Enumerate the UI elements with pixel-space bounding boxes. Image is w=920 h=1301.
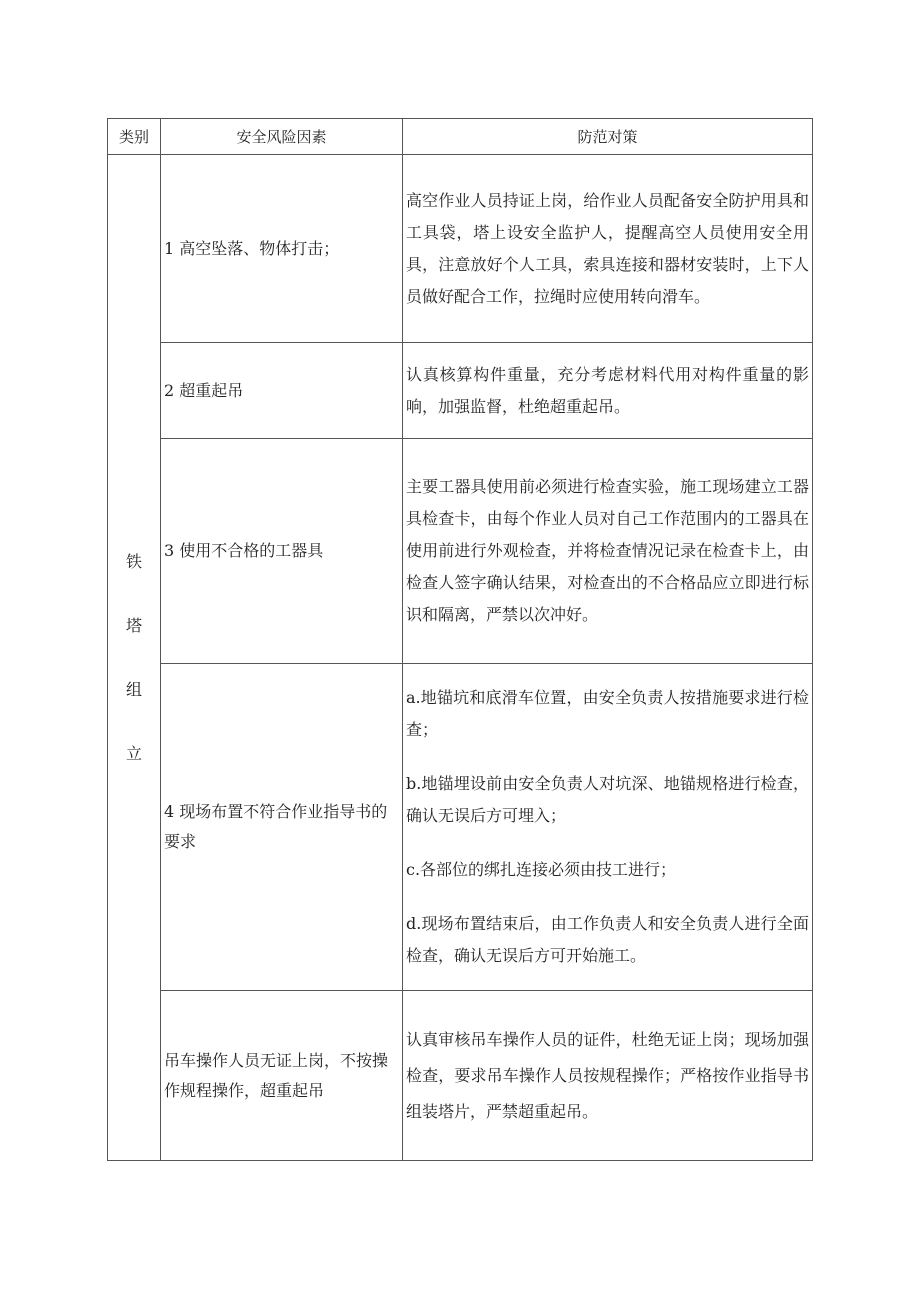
risk-factor-cell: 吊车操作人员无证上岗，不按操作规程操作，超重起吊 [161,991,403,1161]
measure-item: d.现场布置结束后，由工作负责人和安全负责人进行全面检查，确认无误后方可开始施工。 [406,914,809,965]
measure-text: 认真审核吊车操作人员的证件，杜绝无证上岗；现场加强检查，要求吊车操作人员按规程操作；严格按作业指导书组装塔片，严禁超重起吊。 [406,1029,809,1121]
category-char: 塔 [125,615,142,635]
category-char: 立 [125,743,142,763]
table-header-row [108,119,813,155]
risk-factor-cell: 2 超重起吊 [161,343,403,439]
risk-factor-cell: 1 高空坠落、物体打击； [161,155,403,343]
measures-cell [403,439,813,664]
table-row [108,991,813,1161]
header-category: 类别 [108,119,161,155]
category-cell [108,155,161,1161]
table-row [108,664,813,991]
measures-cell [403,155,813,343]
header-measures: 防范对策 [403,119,813,155]
header-risk-factor: 安全风险因素 [161,119,403,155]
category-char: 铁 [125,551,142,571]
table-row [108,343,813,439]
risk-factor-cell: 3 使用不合格的工器具 [161,439,403,664]
measure-text: 认真核算构件重量，充分考虑材料代用对构件重量的影响，加强监督，杜绝超重起吊。 [406,364,809,416]
measure-item: a.地锚坑和底滑车位置，由安全负责人按措施要求进行检查； [406,688,809,739]
measure-text: 主要工器具使用前必须进行检查实验，施工现场建立工器具检查卡，由每个作业人员对自己工作范围内的工器具在使用前进行外观检查，并将检查情况记录在检查卡上，由检查人签字确认结果，对检查出的不合格品应立即进行标识和隔离，严禁以次冲好。 [406,477,809,624]
risk-table [107,118,813,1161]
measure-text: 高空作业人员持证上岗，给作业人员配备安全防护用具和工具袋，塔上设安全监护人，提醒高空人员使用安全用具，注意放好个人工具，索具连接和器材安装时，上下人员做好配合工作，拉绳时应使用转向滑车。 [406,190,809,306]
measure-item: b.地锚埋设前由安全负责人对坑深、地锚规格进行检查，确认无误后方可埋入； [406,774,809,825]
category-char: 组 [125,679,142,699]
risk-factor-cell: 4 现场布置不符合作业指导书的要求 [161,664,403,991]
measures-cell [403,991,813,1161]
table-row [108,439,813,664]
measures-cell [403,664,813,991]
table-row [108,155,813,343]
measures-cell [403,343,813,439]
measure-item: c.各部位的绑扎连接必须由技工进行； [406,860,677,879]
